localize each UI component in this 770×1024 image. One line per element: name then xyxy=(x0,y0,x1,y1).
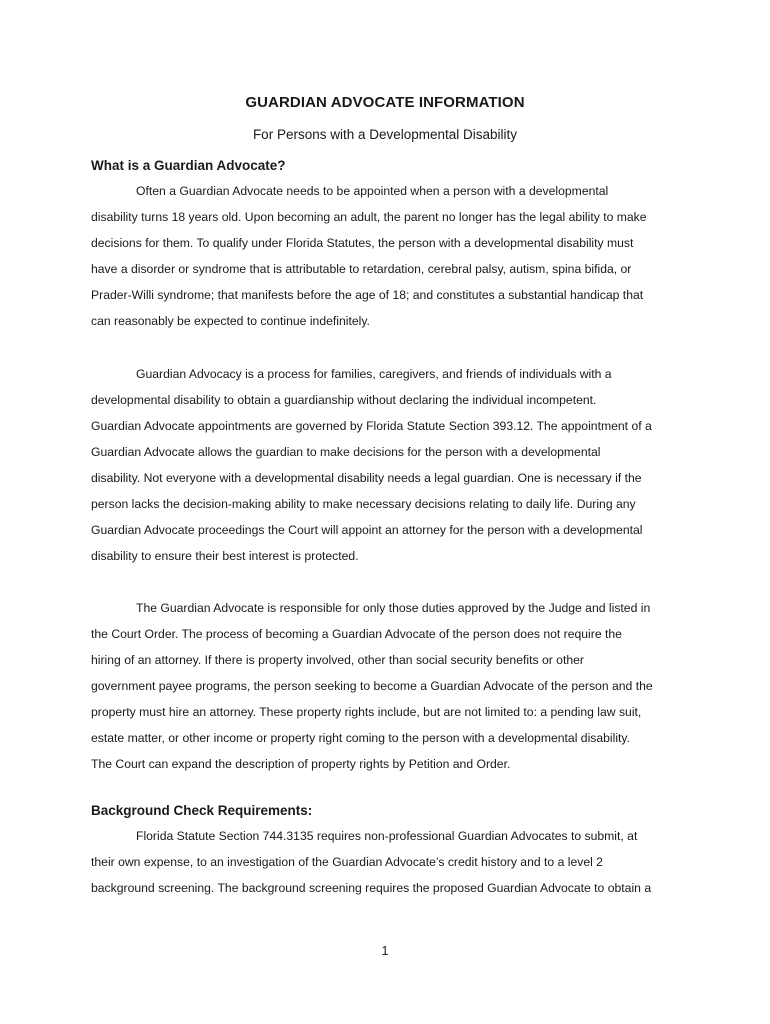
paragraph-line: disability to ensure their best interest is protected. xyxy=(91,549,359,563)
paragraph-intro xyxy=(91,178,691,334)
paragraph-line: The Court can expand the description of property rights by Petition and Order. xyxy=(91,757,511,771)
paragraph-line: Often a Guardian Advocate needs to be appointed when a person with a developmental xyxy=(136,184,609,198)
paragraph-line: their own expense, to an investigation of the Guardian Advocate’s credit history and to a level 2 xyxy=(91,855,603,869)
paragraph-background-check xyxy=(91,823,691,901)
paragraph-line: can reasonably be expected to continue indefinitely. xyxy=(91,314,370,328)
paragraph-line: developmental disability to obtain a guardianship without declaring the individual incompetent. xyxy=(91,393,597,407)
document-title: GUARDIAN ADVOCATE INFORMATION xyxy=(245,94,525,111)
paragraph-line: property must hire an attorney. These property rights include, but are not limited to: a pending law suit, xyxy=(91,705,642,719)
paragraph-line: have a disorder or syndrome that is attributable to retardation, cerebral palsy, autism, spina bifida, or xyxy=(91,262,632,276)
section-heading-background-check: Background Check Requirements: xyxy=(91,803,313,818)
paragraph-line: disability. Not everyone with a developmental disability needs a legal guardian. One is necessary if the xyxy=(91,471,642,485)
paragraph-line: Guardian Advocacy is a process for families, caregivers, and friends of individuals with a xyxy=(136,367,612,381)
paragraph-line: Florida Statute Section 744.3135 requires non-professional Guardian Advocates to submit, at xyxy=(136,829,638,843)
paragraph-line: estate matter, or other income or property right coming to the person with a developmental disability. xyxy=(91,731,631,745)
paragraph-advocacy xyxy=(91,361,691,569)
paragraph-line: Guardian Advocate appointments are governed by Florida Statute Section 393.12. The appointment of a xyxy=(91,419,652,433)
paragraph-line: Prader-Willi syndrome; that manifests before the age of 18; and constitutes a substantial handicap that xyxy=(91,288,644,302)
paragraph-line: Guardian Advocate allows the guardian to make decisions for the person with a developmental xyxy=(91,445,601,459)
paragraph-line: background screening. The background screening requires the proposed Guardian Advocate to obtain a xyxy=(91,881,652,895)
paragraph-line: the Court Order. The process of becoming a Guardian Advocate of the person does not require the xyxy=(91,627,622,641)
document-subtitle: For Persons with a Developmental Disability xyxy=(252,127,518,142)
paragraph-responsibilities xyxy=(91,595,691,777)
paragraph-line: The Guardian Advocate is responsible for only those duties approved by the Judge and listed in xyxy=(136,601,651,615)
paragraph-line: government payee programs, the person seeking to become a Guardian Advocate of the person and the xyxy=(91,679,653,693)
paragraph-line: person lacks the decision-making ability to make necessary decisions relating to daily life. During any xyxy=(91,497,636,511)
page-number: 1 xyxy=(381,944,389,958)
paragraph-line: decisions for them. To qualify under Florida Statutes, the person with a developmental disability must xyxy=(91,236,634,250)
section-heading-what-is: What is a Guardian Advocate? xyxy=(91,158,286,173)
paragraph-line: hiring of an attorney. If there is property involved, other than social security benefits or other xyxy=(91,653,584,667)
paragraph-line: Guardian Advocate proceedings the Court will appoint an attorney for the person with a developmental xyxy=(91,523,643,537)
paragraph-line: disability turns 18 years old. Upon becoming an adult, the parent no longer has the legal ability to make xyxy=(91,210,647,224)
